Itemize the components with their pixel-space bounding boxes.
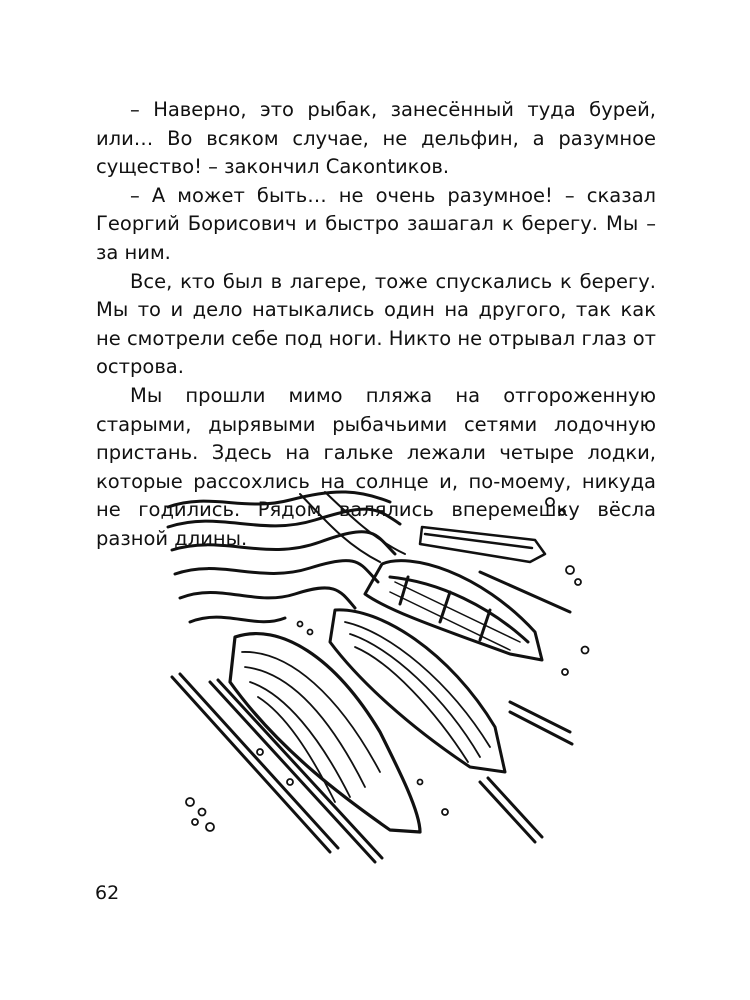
boat-open	[365, 561, 542, 660]
water-waves	[168, 492, 405, 622]
paragraph-1: – Наверно, это рыбак, занесённый туда бурей, или… Во всяком случае, не дельфин, а разумное существо! – закончил Сакontиков.	[96, 98, 656, 179]
boats-illustration	[150, 482, 600, 867]
paragraph-2: – А может быть… не очень разумное! – сказал Георгий Борисович и быстро зашагал к берегу. Мы – за ним.	[96, 183, 656, 264]
paragraph-3: Все, кто был в лагере, тоже спускались к берегу. Мы то и дело натыкались один на другого, так как не смотрели себе под ноги. Никто не отрывал глаз от острова.	[96, 269, 656, 379]
boat-small	[420, 527, 545, 562]
paragraph-4: Мы прошли мимо пляжа на отгороженную старыми, дырявыми рыбачьими сетями лодочную пристань. Здесь на гальке лежали четыре лодки, которые рассохлись на солнце и, по-моему, никуда не годились. Рядом валялись вперемешку вёсла разной длины.	[96, 383, 656, 550]
page-number: 62	[95, 882, 120, 904]
